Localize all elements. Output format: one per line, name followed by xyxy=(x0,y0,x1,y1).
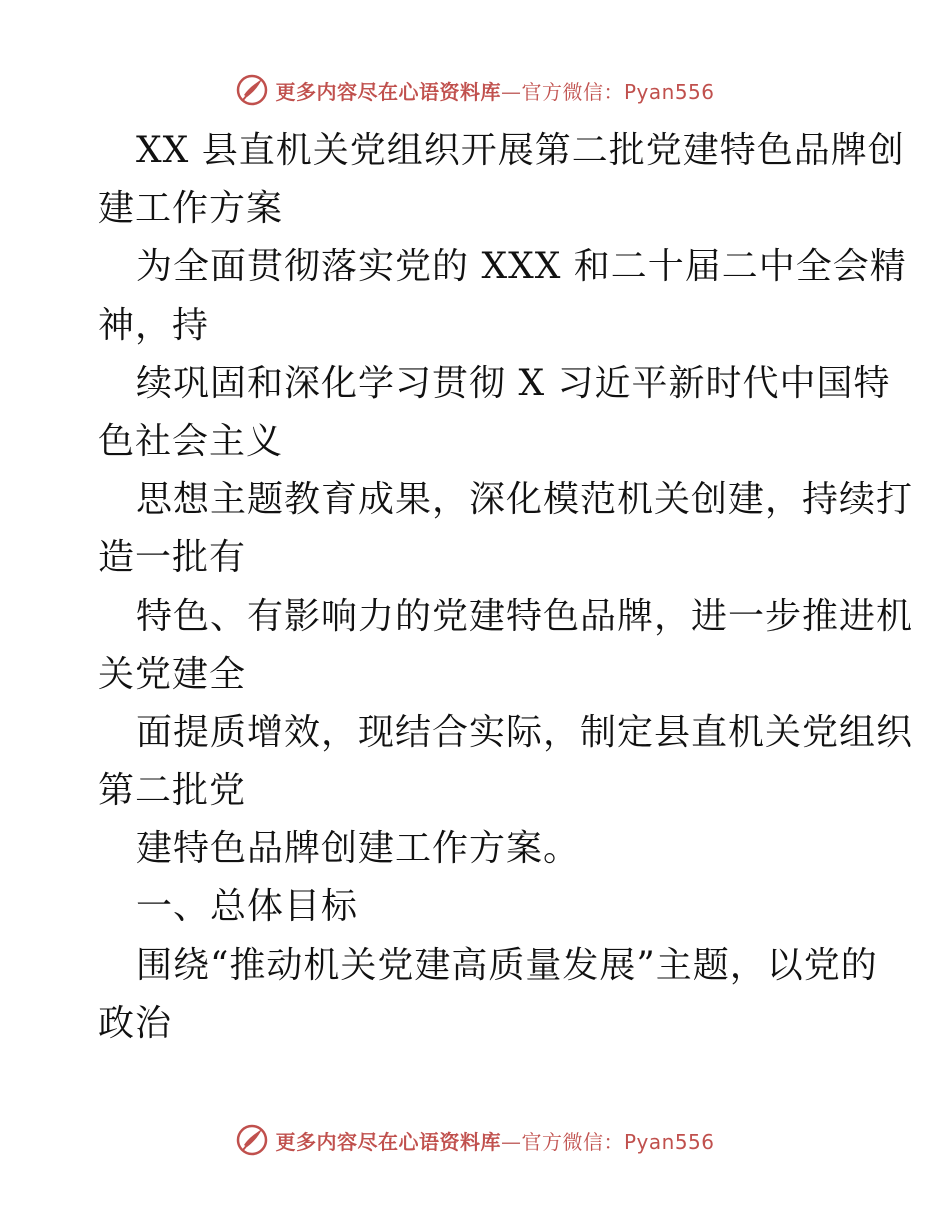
quill-pen-logo-icon xyxy=(235,73,269,107)
document-body xyxy=(98,122,914,1053)
paragraph-line: 特色、有影响力的党建特色品牌，进一步推进机 xyxy=(136,595,914,637)
watermark-wechat-label: 官方微信： xyxy=(521,79,624,104)
document-title-line: 建工作方案 xyxy=(98,188,284,230)
watermark-dash: — xyxy=(500,79,522,104)
paragraph-line: 政治 xyxy=(98,1002,173,1044)
watermark-wechat-id: Pyan556 xyxy=(623,79,715,104)
watermark-text xyxy=(275,1126,714,1155)
paragraph-line: 关党建全 xyxy=(98,653,247,695)
paragraph-line: 神，持 xyxy=(98,304,210,346)
quill-pen-logo-icon xyxy=(235,1123,269,1157)
watermark-wechat-id: Pyan556 xyxy=(623,1129,715,1154)
document-title-line: XX 县直机关党组织开展第二批党建特色品牌创 xyxy=(136,130,905,171)
paragraph-line: 围绕“推动机关党建高质量发展”主题，以党的 xyxy=(136,944,878,986)
paragraph-line: 续巩固和深化学习贯彻 X 习近平新时代中国特 xyxy=(136,362,891,404)
watermark-text xyxy=(275,76,714,105)
watermark-site-text: 更多内容尽在心语资料库 xyxy=(275,79,501,104)
footer-watermark xyxy=(0,1120,950,1160)
paragraph-line: 面提质增效，现结合实际，制定县直机关党组织 xyxy=(136,711,914,753)
watermark-site-text: 更多内容尽在心语资料库 xyxy=(275,1129,501,1154)
header-watermark xyxy=(0,70,950,110)
watermark-wechat-label: 官方微信： xyxy=(521,1129,624,1154)
paragraph-line: 第二批党 xyxy=(98,770,247,812)
paragraph-line: 为全面贯彻落实党的 XXX 和二十届二中全会精 xyxy=(136,246,907,288)
paragraph-line: 建特色品牌创建工作方案。 xyxy=(136,828,581,870)
section-heading: 一、总体目标 xyxy=(136,886,359,928)
paragraph-line: 色社会主义 xyxy=(98,420,284,462)
watermark-dash: — xyxy=(500,1129,522,1154)
paragraph-line: 造一批有 xyxy=(98,537,247,579)
paragraph-line: 思想主题教育成果，深化模范机关创建，持续打 xyxy=(136,479,914,521)
